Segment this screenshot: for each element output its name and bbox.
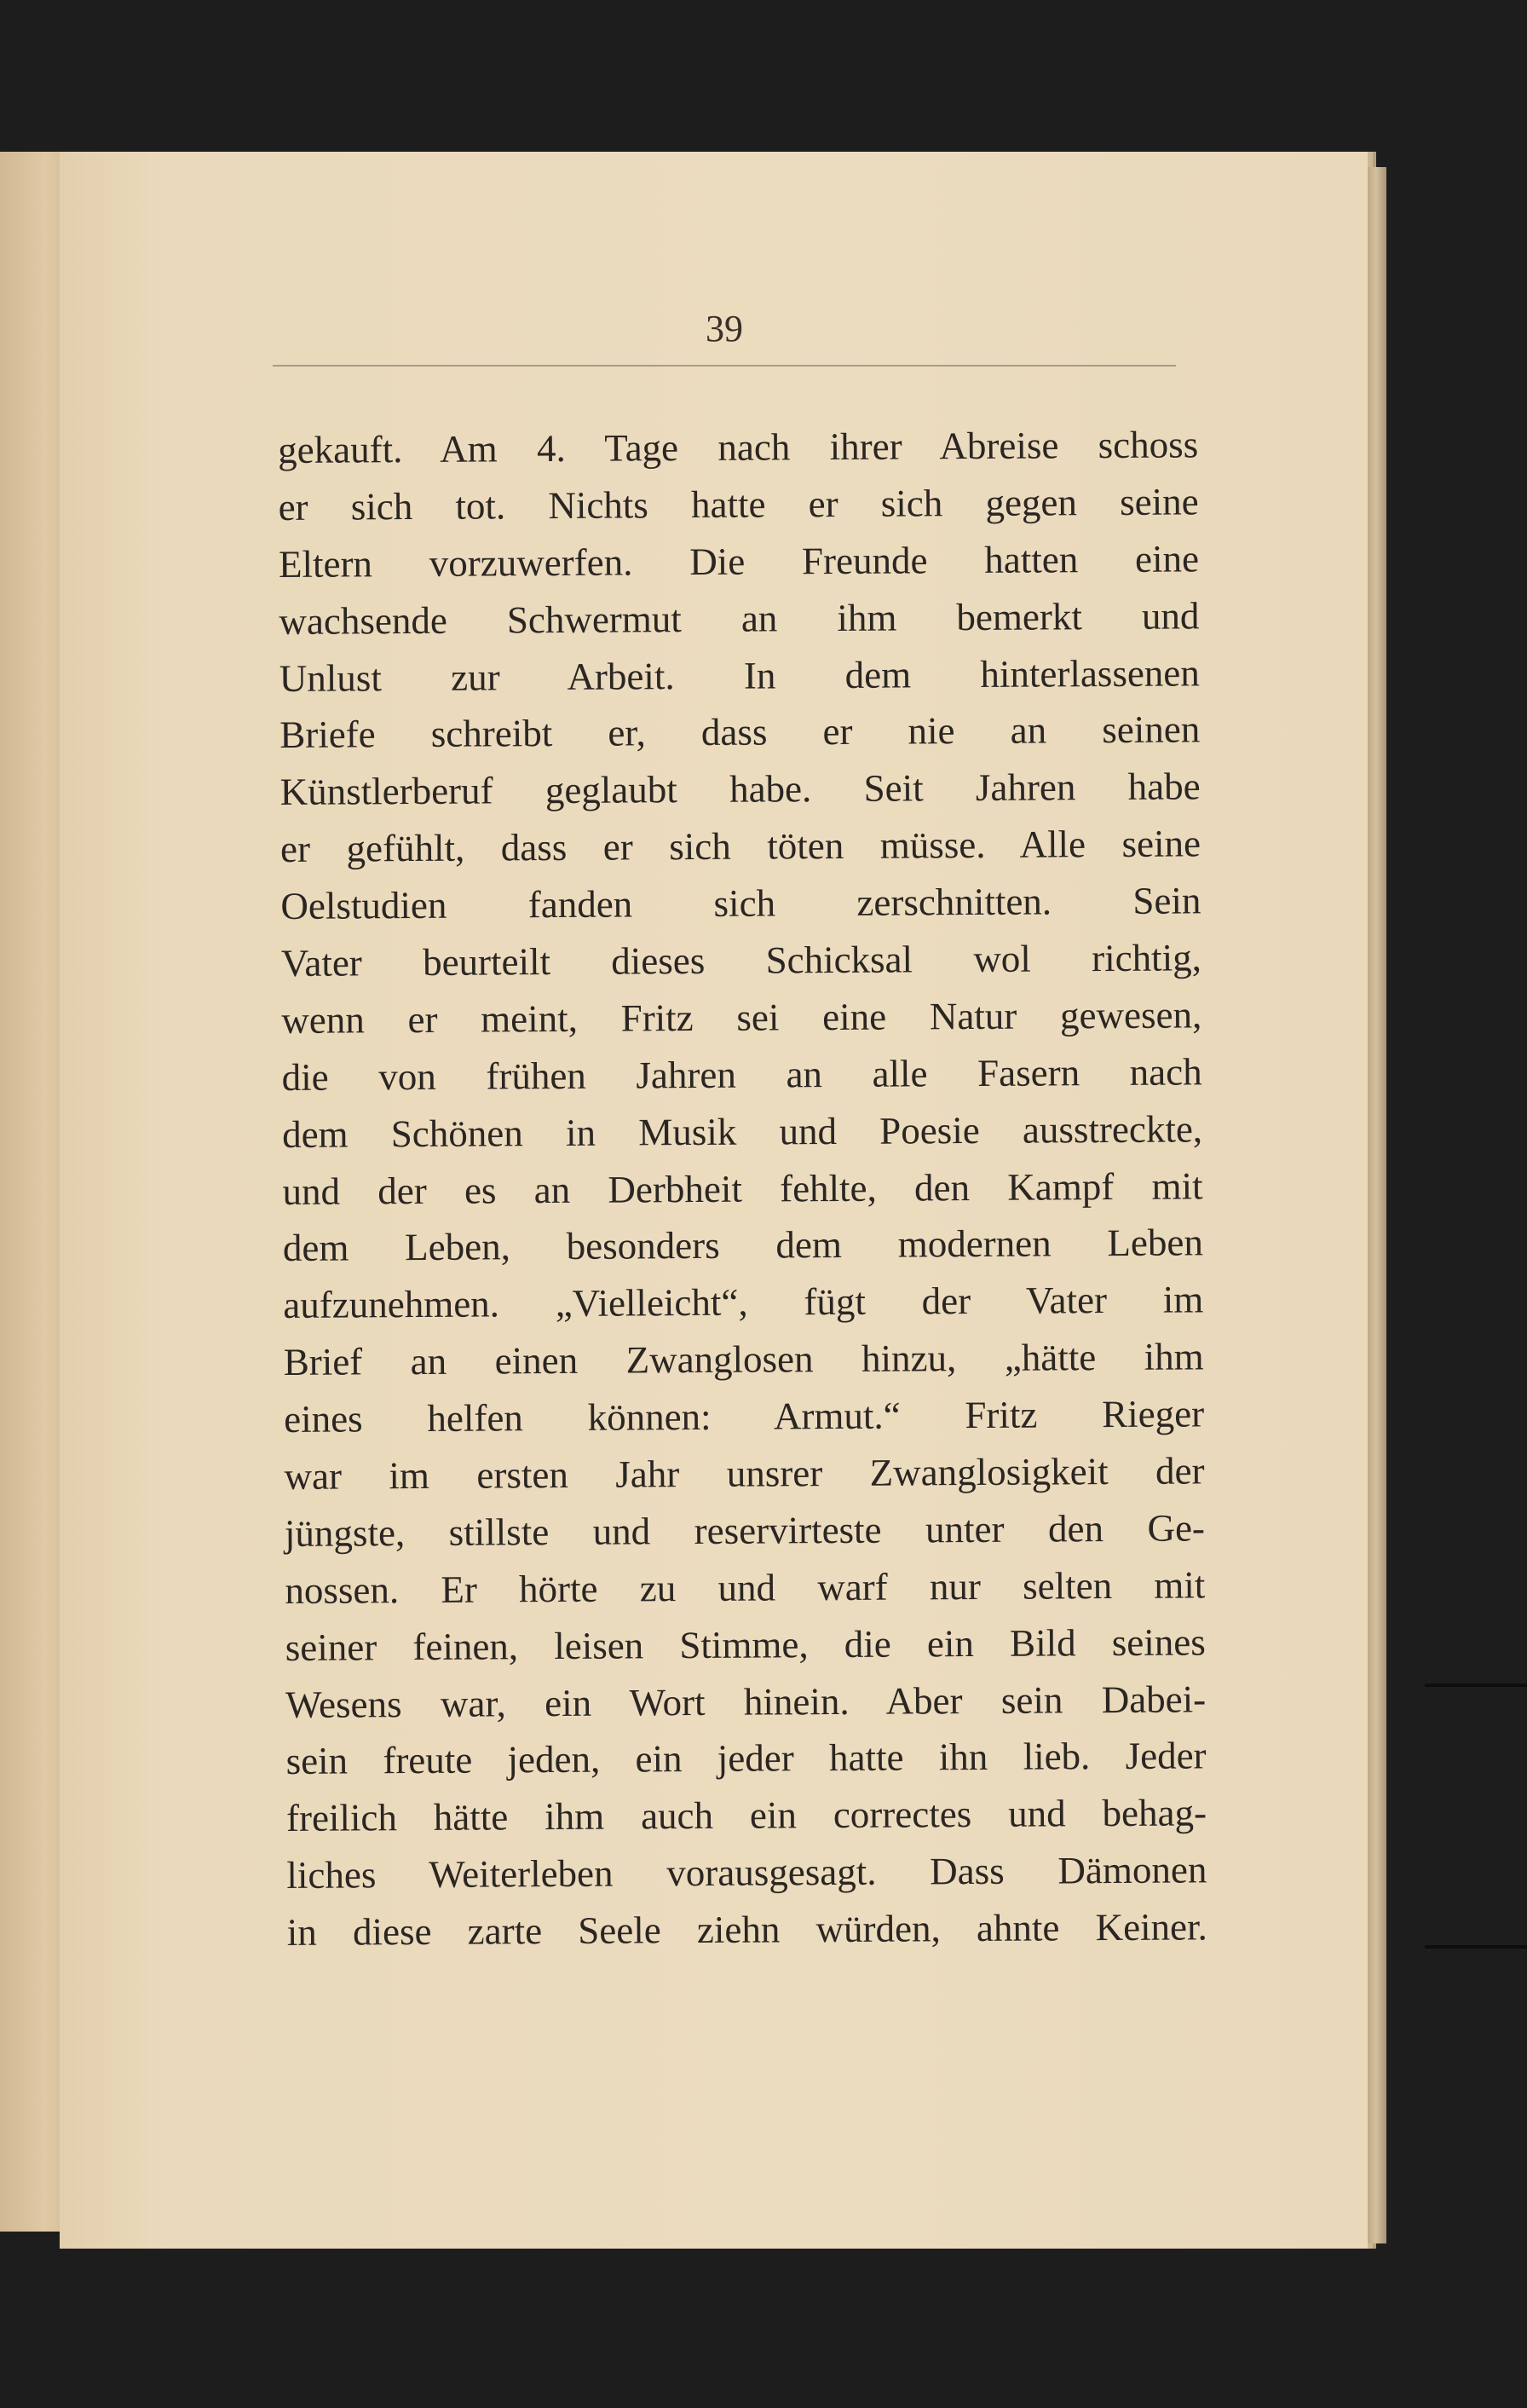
text-line: Künstlerberuf geglaubt habe. Seit Jahren habe <box>279 765 1201 814</box>
page-number: 39 <box>706 308 743 349</box>
text-line: nossen. Er hörte zu und warf nur selten mit <box>285 1563 1206 1612</box>
text-line: dem Leben, besonders dem modernen Leben <box>282 1221 1204 1270</box>
text-line: war im ersten Jahr unsrer Zwanglosigkeit der <box>284 1449 1205 1499</box>
text-line: sein freute jeden, ein jeder hatte ihn lieb. Jeder <box>285 1734 1207 1783</box>
text-line: freilich hätte ihm auch ein correctes und behag- <box>285 1791 1207 1840</box>
text-line: Unlust zur Arbeit. In dem hinterlassenen <box>279 650 1200 700</box>
text-line: Oelstudien fanden sich zerschnitten. Sein <box>280 879 1201 928</box>
text-line: er sich tot. Nichts hatte er sich gegen seine <box>278 480 1199 528</box>
text-line: gekauft. Am 4. Tage nach ihrer Abreise schoss <box>278 423 1199 471</box>
header-rule <box>273 365 1176 367</box>
text-line: Eltern vorzuwerfen. Die Freunde hatten eine <box>278 537 1200 586</box>
text-line: jüngste, stillste und reservirteste unter den Ge- <box>284 1506 1206 1555</box>
text-line: Wesens war, ein Wort hinein. Aber sein Dabei- <box>285 1677 1207 1726</box>
text-line: wachsende Schwermut an ihm bemerkt und <box>279 594 1200 643</box>
facing-page-edge <box>0 152 65 2232</box>
background-edge-line <box>1425 1683 1527 1687</box>
text-line: seiner feinen, leisen Stimme, die ein Bild seines <box>285 1620 1206 1669</box>
text-line: Vater beurteilt dieses Schicksal wol richtig, <box>280 936 1202 985</box>
text-line: Brief an einen Zwanglosen hinzu, „hätte ihm <box>283 1335 1204 1384</box>
text-line: er gefühlt, dass er sich töten müsse. Alle seine <box>279 822 1201 871</box>
text-line: eines helfen können: Armut.“ Fritz Rieger <box>283 1392 1205 1441</box>
text-line: aufzunehmen. „Vielleicht“, fügt der Vater im <box>283 1278 1204 1327</box>
text-line: in diese zarte Seele ziehn würden, ahnte Keiner. <box>286 1905 1207 1955</box>
body-text <box>278 416 1207 1961</box>
text-line: wenn er meint, Fritz sei eine Natur gewesen, <box>281 993 1202 1042</box>
text-line: und der es an Derbheit fehlte, den Kampf mit <box>282 1164 1203 1213</box>
text-line: die von frühen Jahren an alle Fasern nach <box>281 1050 1202 1099</box>
page-stack-edge <box>1368 167 1386 2243</box>
text-line: dem Schönen in Musik und Poesie ausstreckte, <box>281 1107 1203 1156</box>
background-edge-line <box>1425 1945 1527 1949</box>
text-line: Briefe schreibt er, dass er nie an seinen <box>279 707 1201 757</box>
text-line: liches Weiterleben vorausgesagt. Dass Dämonen <box>286 1848 1207 1897</box>
